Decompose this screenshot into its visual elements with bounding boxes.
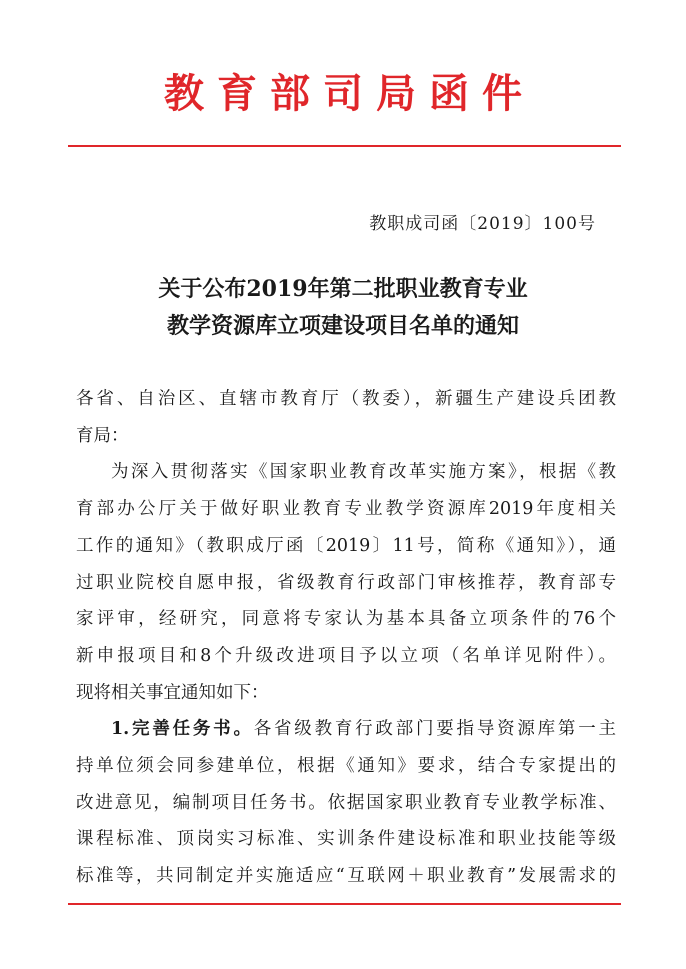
address-line: 各省、自治区、直辖市教育厅（教委），新疆生产建设兵团教 — [76, 389, 616, 409]
paragraph-line: 工作的通知》（教职成厅函〔2019〕11号，简称《通知》），通 — [76, 535, 616, 556]
item-1-heading: 1.完善任务书。 — [111, 719, 254, 740]
paragraph-line: 为深入贯彻落实《国家职业教育改革实施方案》，根据《教 — [111, 462, 616, 483]
paragraph-line: 标准等，共同制定并实施适应“互联网＋职业教育”发展需求的 — [76, 866, 616, 887]
footer-rule — [68, 903, 621, 905]
item-1-text: 各省级教育行政部门要指导资源库第一主 — [253, 719, 616, 740]
title-line-1: 关于公布2019年第二批职业教育专业 — [158, 276, 528, 302]
title-line-2: 教学资源库立项建设项目名单的通知 — [166, 313, 519, 339]
document-number: 教职成司函〔2019〕100号 — [369, 214, 596, 234]
paragraph-line: 改进意见，编制项目任务书。依据国家职业教育专业教学标准、 — [76, 792, 616, 813]
document-title — [0, 271, 686, 345]
paragraph-line: 育部办公厅关于做好职业教育专业教学资源库2019年度相关 — [76, 499, 616, 520]
paragraph-line: 现将相关事宜通知如下： — [76, 682, 269, 703]
paragraph-line: 过职业院校自愿申报，省级教育行政部门审核推荐，教育部专 — [76, 572, 616, 593]
paragraph-line: 课程标准、顶岗实习标准、实训条件建设标准和职业技能等级 — [76, 829, 616, 850]
item-1-first-line — [76, 711, 616, 748]
address-line: 育局： — [76, 425, 129, 446]
document-body — [76, 381, 616, 895]
paragraph-line: 持单位须会同参建单位，根据《通知》要求，结合专家提出的 — [76, 756, 616, 777]
masthead: 教育部司局函件 — [164, 70, 535, 117]
paragraph-line: 家评审，经研究，同意将专家认为基本具备立项条件的76个 — [76, 609, 616, 630]
paragraph-line: 新申报项目和8个升级改进项目予以立项（名单详见附件）。 — [76, 645, 616, 666]
header-rule — [68, 145, 621, 147]
